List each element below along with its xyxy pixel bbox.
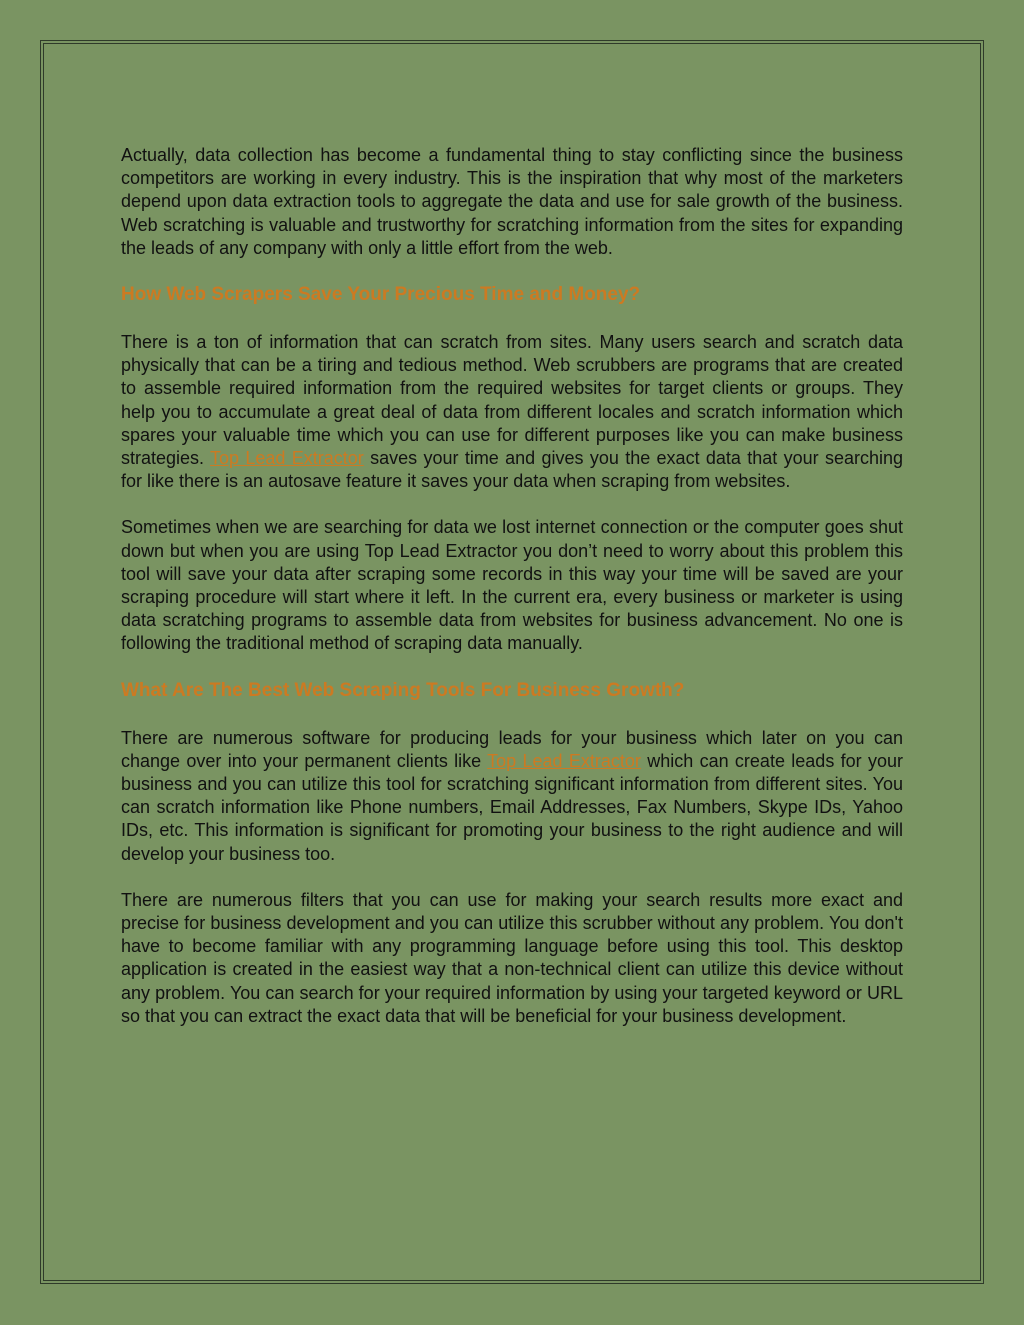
heading-best-tools: What Are The Best Web Scraping Tools For Business Growth?	[121, 679, 685, 701]
paragraph-software	[121, 727, 903, 866]
top-lead-extractor-link[interactable]: Top Lead Extractor	[210, 448, 364, 469]
paragraph-information-text-end: saves your time and gives you the exact data that your searching for like there is an autosave feature it saves your data when scraping from websites.	[121, 448, 904, 492]
top-lead-extractor-link-2[interactable]: Top Lead Extractor	[487, 750, 641, 771]
paragraph-software-text-end: which can create leads for your business and you can utilize this tool for scratching significant information from different sites. You can scratch information like Phone numbers, Email Addresses, Fax Numbers, Skype IDs, Yahoo IDs, etc. This information is significant for promoting your business to the right audience and will develop your business too.	[121, 750, 903, 864]
paragraph-intro: Actually, data collection has become a fundamental thing to stay conflicting since the business competitors are working in every industry. This is the inspiration that why most of the marketers depend upon data extraction tools to aggregate the data and use for sale growth of the business. Web scratching is valuable and trustworthy for scratching information from the sites for expanding the leads of any company with only a little effort from the web.	[121, 145, 903, 258]
paragraph-software-text-start: There are numerous software for producing leads for your business which later on you can change over into your permanent clients like	[121, 727, 903, 771]
paragraph-information-text-start: There is a ton of information that can scratch from sites. Many users search and scratch data physically that can be a tiring and tedious method. Web scrubbers are programs that are created to assemble required information from the required websites for target clients or groups. They help you to accumulate a great deal of data from different locales and scratch information which spares your valuable time which you can use for different purposes like you can make business strategies.	[121, 332, 903, 469]
paragraph-filters: There are numerous filters that you can use for making your search results more exact and precise for business development and you can utilize this scrubber without any problem. You don't have to become familiar with any programming language before using this tool. This desktop application is created in the easiest way that a non-technical client can utilize this device without any problem. You can search for your required information by using your targeted keyword or URL so that you can extract the exact data that will be beneficial for your business development.	[121, 889, 903, 1026]
paragraph-information	[121, 331, 903, 493]
paragraph-autosave: Sometimes when we are searching for data we lost internet connection or the computer goes shut down but when you are using Top Lead Extractor you don’t need to worry about this problem this tool will save your data after scraping some records in this way your time will be saved are your scraping procedure will start where it left. In the current era, every business or marketer is using data scratching programs to assemble data from websites for business advancement. No one is following the traditional method of scraping data manually.	[121, 517, 903, 654]
heading-save-time: How Web Scrapers Save Your Precious Time and Money?	[121, 284, 641, 306]
document-body	[121, 144, 903, 1051]
